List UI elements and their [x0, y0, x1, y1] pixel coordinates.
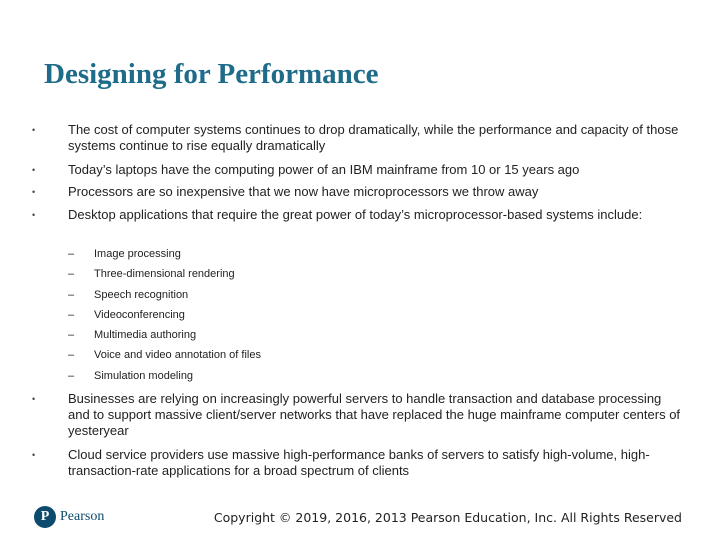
sub-marker: –	[68, 268, 75, 280]
bullet-item	[30, 122, 682, 154]
slide-title: Designing for Performance	[44, 58, 379, 90]
pearson-logo-text: Pearson	[60, 509, 105, 524]
sub-text: Image processing	[94, 248, 181, 260]
pearson-logo-icon: P	[34, 506, 56, 528]
bullet-text: Cloud service providers use massive high-performance banks of servers to satisfy high-volume, high-transaction-rate applications for a broad spectrum of clients	[68, 447, 650, 478]
bullet-item	[30, 447, 682, 479]
sub-item	[68, 328, 196, 342]
sub-marker: –	[68, 370, 75, 382]
sub-text: Videoconferencing	[94, 309, 185, 321]
pearson-logo	[34, 506, 104, 528]
bullet-item	[30, 162, 682, 178]
sub-item	[68, 247, 181, 261]
bullet-marker: •	[32, 394, 36, 404]
bullet-text: The cost of computer systems continues to drop dramatically, while the performance and capacity of those systems continue to rise equally dramatically	[68, 122, 679, 153]
sub-marker: –	[68, 309, 75, 321]
sub-text: Speech recognition	[94, 289, 189, 301]
sub-text: Simulation modeling	[94, 370, 194, 382]
sub-item	[68, 288, 188, 302]
sub-marker: –	[68, 349, 75, 361]
sub-item	[68, 348, 261, 362]
sub-item	[68, 308, 185, 322]
bullet-text: Businesses are relying on increasingly powerful servers to handle transaction and database processing and to support massive client/server networks that have replaced the huge mainframe computer centers of yesteryear	[68, 391, 681, 438]
sub-text: Three-dimensional rendering	[94, 268, 235, 280]
bullet-text: Today’s laptops have the computing power of an IBM mainframe from 10 or 15 years ago	[68, 162, 580, 177]
bullet-text: Desktop applications that require the great power of today’s microprocessor-based systems include:	[68, 207, 643, 222]
bullet-marker: •	[32, 450, 36, 460]
bullet-marker: •	[32, 187, 36, 197]
bullet-item	[30, 184, 682, 200]
sub-item	[68, 267, 235, 281]
sub-marker: –	[68, 248, 75, 260]
sub-marker: –	[68, 329, 75, 341]
sub-text: Voice and video annotation of files	[94, 349, 261, 361]
bullet-marker: •	[32, 125, 36, 135]
sub-item	[68, 369, 193, 383]
sub-text: Multimedia authoring	[94, 329, 197, 341]
bullet-marker: •	[32, 165, 36, 175]
bullet-text: Processors are so inexpensive that we now have microprocessors we throw away	[68, 184, 539, 199]
copyright-text: Copyright © 2019, 2016, 2013 Pearson Education, Inc. All Rights Reserved	[213, 510, 682, 525]
bullet-item	[30, 391, 682, 439]
bullet-marker: •	[32, 210, 36, 220]
bullet-item	[30, 207, 682, 223]
sub-marker: –	[68, 289, 75, 301]
